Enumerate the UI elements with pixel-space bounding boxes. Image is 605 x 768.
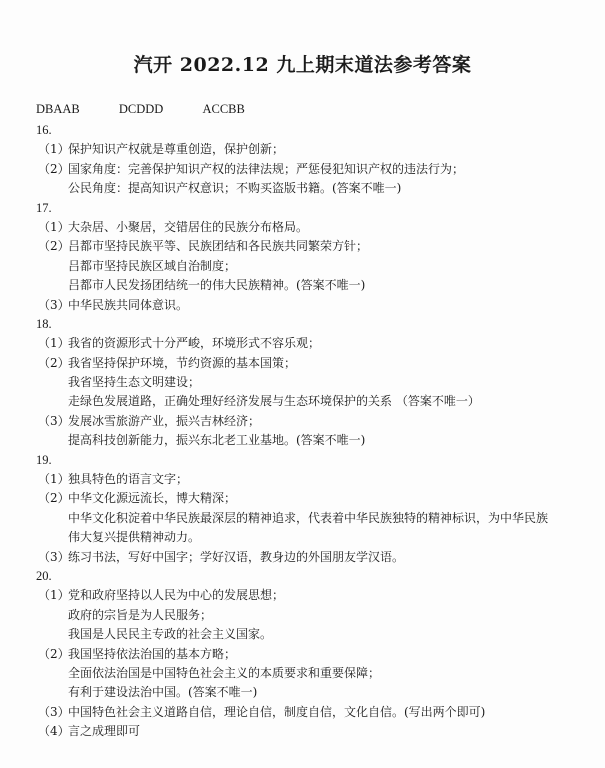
answer-marker: （1） [38, 336, 70, 351]
answer-text: 中华文化源远流长，博大精深； [68, 491, 237, 506]
choice-group-3: ACCBB [202, 102, 245, 116]
answer-marker: （2） [38, 239, 70, 254]
answer-text: 我省坚持保护环境，节约资源的基本国策； [68, 355, 297, 370]
answer-text: 吕都市坚持民族平等、民族团结和各民族共同繁荣方针； [68, 239, 369, 254]
choice-group-1: DBAAB [36, 102, 80, 116]
answer-marker: （3） [38, 297, 70, 312]
page-title: 汽开 2022.12 九上期末道法参考答案 [133, 54, 472, 76]
answer-text: 保护知识产权就是尊重创造，保护创新； [68, 142, 285, 157]
q17-answer-2 [0, 237, 605, 256]
answer-marker: （1） [38, 588, 70, 603]
question-18-number: 18. [36, 316, 52, 331]
answer-marker: （2） [38, 646, 70, 661]
q18-answer-1 [0, 334, 605, 353]
q18-answer-2-cont-2: 走绿色发展道路，正确处理好经济发展与生态环境保护的关系 （答案不唯一） [68, 394, 480, 409]
q17-answer-1 [0, 218, 605, 237]
question-19-number: 19. [36, 452, 52, 467]
answer-marker: （1） [38, 142, 70, 157]
q16-answer-2 [0, 160, 605, 179]
answer-marker: （2） [38, 491, 70, 506]
answer-text: 我国坚持依法治国的基本方略； [68, 646, 237, 661]
q19-answer-1 [0, 470, 605, 489]
answer-marker: （1） [38, 472, 70, 487]
choice-group-2: DCDDD [118, 102, 164, 116]
q19-answer-2-cont-2: 伟大复兴提供精神动力。 [68, 530, 201, 545]
q19-answer-2-cont-1: 中华文化积淀着中华民族最深层的精神追求，代表着中华民族独特的精神标识，为中华民族 [68, 510, 549, 525]
q19-answer-2 [0, 489, 605, 508]
q20-answer-2-cont-1: 全面依法治国是中国特色社会主义的本质要求和重要保障； [68, 665, 381, 680]
answer-text: 言之成理即可 [68, 724, 141, 739]
q20-answer-3 [0, 703, 605, 722]
q18-answer-3-cont: 提高科技创新能力，振兴东北老工业基地。(答案不唯一) [68, 433, 366, 448]
q20-answer-2 [0, 645, 605, 664]
answer-marker: （1） [38, 219, 70, 234]
answer-body [0, 121, 605, 742]
question-17-number: 17. [36, 200, 52, 215]
answer-marker: （3） [38, 549, 70, 564]
question-16-number: 16. [36, 123, 52, 137]
q19-answer-3 [0, 548, 605, 567]
q20-answer-2-cont-2: 有利于建设法治中国。(答案不唯一) [68, 685, 258, 700]
q20-answer-1 [0, 586, 605, 605]
answer-marker: （3） [38, 704, 70, 719]
question-20-number: 20. [36, 568, 52, 583]
multiple-choice-answers [36, 102, 281, 117]
answer-marker: （2） [38, 161, 70, 176]
q18-answer-2-cont-1: 我省坚持生态文明建设； [68, 375, 201, 390]
q16-answer-1 [0, 140, 605, 159]
answer-text: 中国特色社会主义道路自信，理论自信，制度自信，文化自信。(写出两个即可) [68, 704, 486, 719]
answer-text: 练习书法，写好中国字；学好汉语，教身边的外国朋友学汉语。 [68, 549, 405, 564]
q18-answer-2 [0, 354, 605, 373]
answer-text: 国家角度：完善保护知识产权的法律法规；严惩侵犯知识产权的违法行为； [68, 161, 465, 176]
q18-answer-3 [0, 412, 605, 431]
q20-answer-1-cont-1: 政府的宗旨是为人民服务； [68, 607, 213, 622]
q16-answer-2-cont: 公民角度：提高知识产权意识；不购买盗版书籍。(答案不唯一) [68, 181, 402, 196]
answer-text: 大杂居、小聚居，交错居住的民族分布格局。 [68, 219, 309, 234]
answer-marker: （2） [38, 355, 70, 370]
q17-answer-3 [0, 296, 605, 315]
answer-text: 党和政府坚持以人民为中心的发展思想； [68, 588, 285, 603]
answer-text: 独具特色的语言文字； [68, 472, 189, 487]
q17-answer-2-cont-2: 吕都市人民发扬团结统一的伟大民族精神。(答案不唯一) [68, 278, 366, 293]
q20-answer-1-cont-2: 我国是人民民主专政的社会主义国家。 [68, 627, 273, 642]
answer-marker: （4） [38, 724, 70, 739]
answer-marker: （3） [38, 413, 70, 428]
q20-answer-4 [0, 722, 605, 741]
q17-answer-2-cont-1: 吕都市坚持民族区域自治制度； [68, 258, 237, 273]
answer-text: 我省的资源形式十分严峻，环境形式不容乐观； [68, 336, 321, 351]
answer-text: 中华民族共同体意识。 [68, 297, 189, 312]
answer-text: 发展冰雪旅游产业，振兴吉林经济； [68, 413, 261, 428]
